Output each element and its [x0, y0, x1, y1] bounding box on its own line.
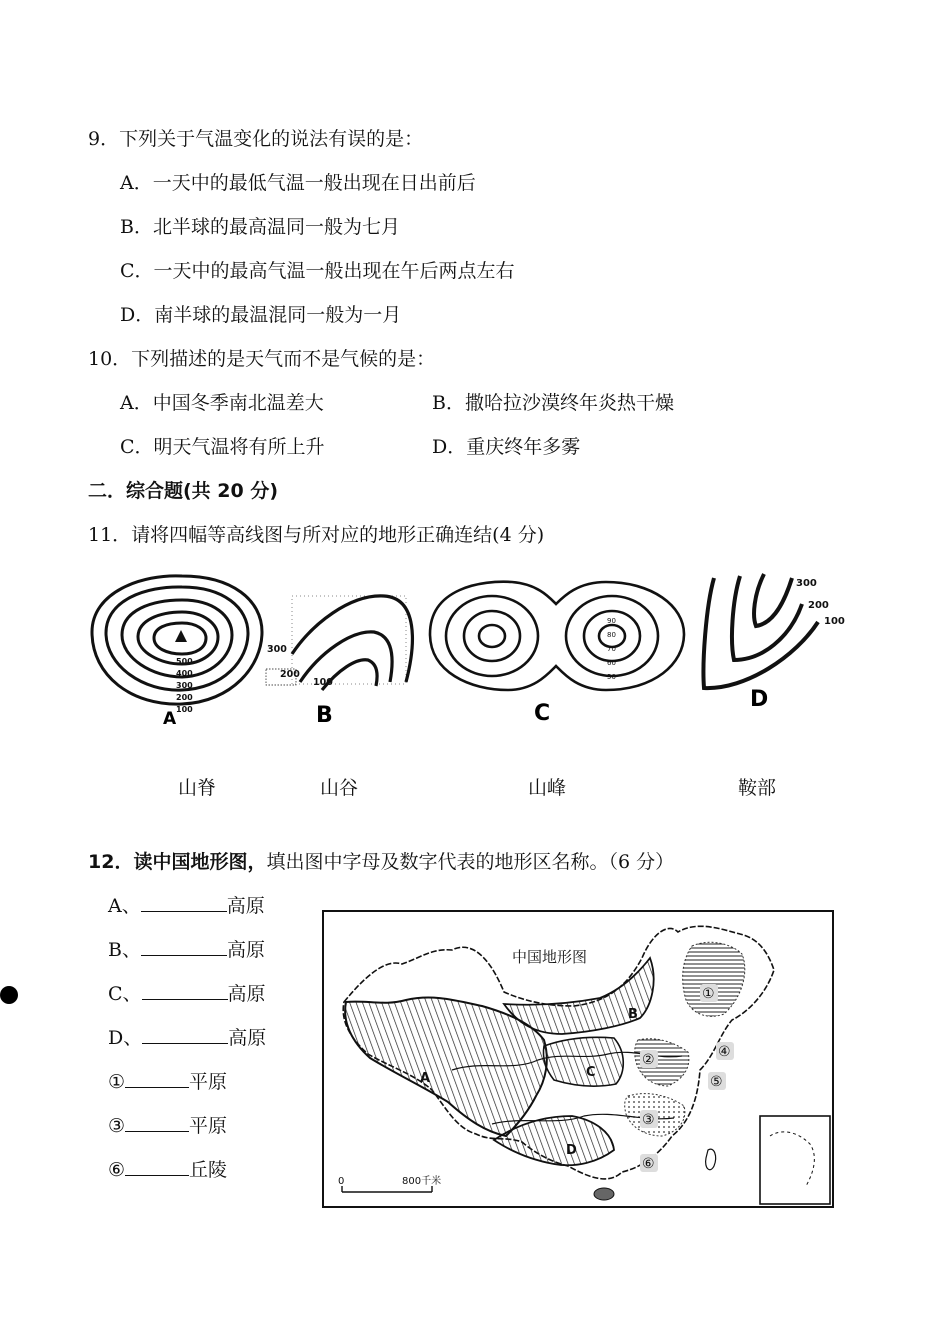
scale-zero: 0 — [338, 1176, 345, 1187]
q12-blank-6: ⑥ 丘陵 — [108, 1159, 228, 1181]
contour-label-c-70: 70 — [607, 645, 616, 653]
figure-letter-d: D — [750, 687, 769, 712]
contour-label-d-300: 300 — [796, 578, 817, 589]
china-terrain-map — [322, 910, 834, 1208]
section2-title: 二．综合题(共 20 分) — [88, 480, 279, 502]
terrain-peak: 山峰 — [528, 777, 567, 799]
contour-figure-c — [430, 582, 684, 690]
map-number-4: ④ — [718, 1044, 731, 1060]
contour-label-b-100: 100 — [313, 677, 333, 688]
map-number-3: ③ — [642, 1112, 655, 1128]
map-number-1: ① — [702, 986, 715, 1002]
q12-blank-3: ③ 平原 — [108, 1115, 228, 1137]
figure-letter-b: B — [316, 703, 333, 728]
q12-blank-a: A、 高原 — [108, 895, 265, 917]
figure-letter-c: C — [534, 701, 551, 726]
q10-stem: 10．下列描述的是天气而不是气候的是： — [88, 348, 436, 370]
map-letter-a: A — [420, 1071, 431, 1086]
contour-label-c-90: 90 — [607, 617, 616, 625]
contour-label-a-400: 400 — [176, 669, 193, 678]
q10-option-a: A．中国冬季南北温差大 — [120, 392, 324, 414]
q9-option-d: D．南半球的最温混同一般为一月 — [120, 304, 402, 326]
answer-blank-d[interactable] — [142, 1025, 228, 1044]
q10-option-b: B．撒哈拉沙漠终年炎热干燥 — [432, 392, 674, 414]
map-number-5: ⑤ — [710, 1074, 723, 1090]
contour-label-a-500: 500 — [176, 657, 193, 666]
answer-blank-1[interactable] — [125, 1069, 189, 1088]
peak-triangle-icon — [175, 630, 187, 642]
contour-label-d-200: 200 — [808, 600, 829, 611]
region-c — [543, 1037, 623, 1086]
contour-label-b-300: 300 — [267, 644, 287, 655]
terrain-ridge: 山脊 — [178, 777, 217, 799]
contour-label-c-50: 50 — [607, 673, 616, 681]
map-number-6: ⑥ — [642, 1156, 655, 1172]
map-title: 中国地形图 — [512, 948, 588, 966]
q10-option-c: C．明天气温将有所上升 — [120, 436, 325, 458]
q9-option-a: A．一天中的最低气温一般出现在日出前后 — [120, 172, 476, 194]
scale-value: 800千米 — [402, 1176, 442, 1187]
answer-blank-3[interactable] — [125, 1113, 189, 1132]
margin-bullet — [0, 986, 18, 1004]
south-china-sea-inset — [760, 1116, 830, 1204]
map-number-2: ② — [642, 1052, 655, 1068]
q12-blank-c: C、 高原 — [108, 983, 266, 1005]
map-letter-c: C — [586, 1065, 596, 1080]
q11-stem: 11．请将四幅等高线图与所对应的地形正确连结(4 分) — [88, 524, 545, 546]
q9-option-c: C．一天中的最高气温一般出现在午后两点左右 — [120, 260, 515, 282]
q12-blank-d: D、 高原 — [108, 1027, 267, 1049]
contour-figure-d — [703, 574, 818, 688]
contour-figures — [0, 566, 950, 736]
answer-blank-c[interactable] — [142, 981, 228, 1000]
contour-label-a-100: 100 — [176, 705, 193, 714]
q12-stem-bold: 12．读中国地形图， — [88, 851, 267, 873]
q12-stem-rest: 填出图中字母及数字代表的地形区名称。（6 分） — [266, 851, 675, 873]
figure-letter-a: A — [163, 709, 177, 729]
q10-option-d: D．重庆终年多雾 — [432, 436, 581, 458]
contour-label-c-60: 60 — [607, 659, 616, 667]
answer-blank-a[interactable] — [141, 893, 227, 912]
contour-label-d-100: 100 — [824, 616, 845, 627]
contour-label-a-200: 200 — [176, 693, 193, 702]
contour-label-b-200: 200 — [280, 669, 300, 680]
answer-blank-b[interactable] — [141, 937, 227, 956]
terrain-valley: 山谷 — [320, 777, 359, 799]
map-letter-d: D — [566, 1143, 577, 1158]
answer-blank-6[interactable] — [125, 1157, 189, 1176]
contour-figure-b — [292, 596, 412, 690]
q12-blank-b: B、 高原 — [108, 939, 265, 961]
q9-stem: 9．下列关于气温变化的说法有误的是： — [88, 128, 424, 150]
q12-blank-1: ① 平原 — [108, 1071, 228, 1093]
contour-label-c-80: 80 — [607, 631, 616, 639]
q12-stem — [88, 847, 674, 874]
contour-label-a-300: 300 — [176, 681, 193, 690]
map-letter-b: B — [628, 1007, 638, 1022]
hainan-island — [594, 1188, 614, 1200]
q9-option-b: B．北半球的最高温同一般为七月 — [120, 216, 400, 238]
terrain-saddle: 鞍部 — [738, 777, 777, 799]
